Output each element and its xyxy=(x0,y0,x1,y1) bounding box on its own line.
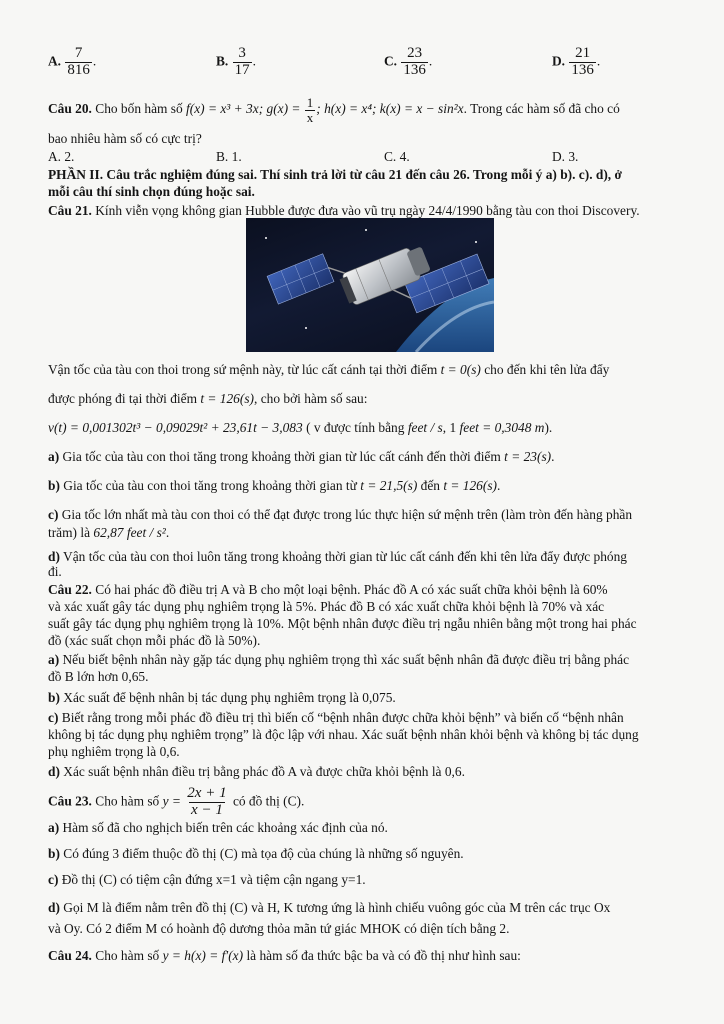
text: có đồ thị (C). xyxy=(232,793,305,809)
q19-option-b: B. $\frac{3}{17}$ . xyxy=(216,45,256,78)
q20-option-c: C. 4. xyxy=(384,149,410,164)
statement-label: c) xyxy=(48,710,59,725)
q21-para-2 xyxy=(48,390,702,408)
text: Vận tốc của tàu con thoi luôn tăng trong khoảng thời gian từ lúc cất cánh đến khi tên lửa đẩy được phóng xyxy=(63,549,628,564)
q22-stem-4: đồ (xác suất chọn mỗi phác đồ là 50%). xyxy=(48,633,261,648)
q21-para-1 xyxy=(48,361,702,379)
question-label: Câu 22. xyxy=(48,582,92,597)
q19-option-d: D. $\frac{21}{136}$ . xyxy=(552,45,601,78)
q22-stem xyxy=(48,581,702,599)
denominator: 136 xyxy=(403,61,426,78)
fraction xyxy=(569,46,596,79)
text: cho đến khi tên lửa đẩy xyxy=(484,362,610,377)
math-expression: feet = 0,3048 m xyxy=(459,420,545,435)
text: Vận tốc của tàu con thoi trong sứ mệnh này, từ lúc cất cánh tại thời điểm xyxy=(48,362,438,377)
numerator: 2x + 1 xyxy=(187,786,227,801)
option-label: D. xyxy=(552,53,566,69)
q21-statement-d-cont: đi. xyxy=(48,564,62,579)
fraction xyxy=(65,46,92,79)
q22-stem-2: và xác xuất gây tác dụng phụ nghiêm trọng là 5%. Phác đồ B có xác xuất chữa khỏi bệnh là 70% và xác xyxy=(48,599,605,614)
q20-option-b: B. 1. xyxy=(216,149,242,164)
q22-statement-a-cont: đồ B lớn hơn 0,65. xyxy=(48,669,149,684)
statement-label: b) xyxy=(48,478,60,493)
math-expression: t = 126(s) xyxy=(200,391,255,406)
statement-label: a) xyxy=(48,820,60,835)
denominator: 816 xyxy=(67,61,90,78)
text: , cho bởi hàm số sau: xyxy=(254,391,368,406)
text: Đồ thị (C) có tiệm cận đứng x=1 và tiệm cận ngang y=1. xyxy=(61,872,366,887)
q22-statement-c xyxy=(48,709,702,727)
numerator: 23 xyxy=(407,45,423,61)
question-label: Câu 23. xyxy=(48,793,92,809)
text: trăm) là xyxy=(48,525,91,540)
question-text: Cho bốn hàm số xyxy=(95,101,183,117)
text: Cho hàm số xyxy=(95,793,160,809)
q22-statement-a xyxy=(48,651,702,669)
denominator: 17 xyxy=(234,61,250,78)
statement-label: c) xyxy=(48,872,59,887)
math-expression: feet / s xyxy=(407,420,443,435)
math-expression: y = xyxy=(162,793,181,809)
statement-label: d) xyxy=(48,549,60,564)
numerator: 7 xyxy=(74,45,83,61)
hubble-illustration xyxy=(246,218,494,352)
q21-statement-c xyxy=(48,506,702,524)
q23-statement-c xyxy=(48,871,702,889)
text: Xác suất để bệnh nhân bị tác dụng phụ nghiêm trọng là 0,075. xyxy=(63,690,396,705)
q23-statement-a xyxy=(48,819,702,837)
math-expression: t = 126(s) xyxy=(443,478,498,493)
option-label: A. xyxy=(48,53,62,69)
text: ). xyxy=(544,420,553,435)
numerator: 1 xyxy=(306,96,314,110)
text: đến xyxy=(420,478,440,493)
fraction xyxy=(185,786,228,819)
text: ( v được tính bằng xyxy=(306,420,405,435)
statement-label: a) xyxy=(48,449,60,464)
q19-option-c: C. $\frac{23}{136}$ . xyxy=(384,45,433,78)
math-expression: ; h(x) = x⁴; k(x) = x − sin²x xyxy=(316,101,464,117)
text: là hàm số đa thức bậc ba và có đồ thị như hình sau: xyxy=(246,948,521,963)
q21-formula xyxy=(48,419,702,437)
q19-option-a: A. $\frac{7}{816}$ . xyxy=(48,45,97,78)
part2-heading-cont: mỗi câu thí sinh chọn đúng hoặc sai. xyxy=(48,184,255,199)
question-text: Kính viễn vọng không gian Hubble được đưa vào vũ trụ ngày 24/4/1990 bằng tàu con thoi Discovery. xyxy=(95,203,640,218)
statement-label: b) xyxy=(48,690,60,705)
text: được phóng đi tại thời điểm xyxy=(48,391,197,406)
fraction xyxy=(305,96,316,124)
hubble-telescope-photo xyxy=(246,218,494,352)
q23-stem xyxy=(48,786,702,819)
statement-label: b) xyxy=(48,846,60,861)
text: , 1 xyxy=(442,420,457,435)
q21-statement-c-cont: trăm) là 62,87 feet / s². xyxy=(48,525,170,540)
text: Biết rằng trong mỗi phác đồ điều trị thì biến cố “bệnh nhân được chữa khỏi bệnh” và biến cố “bệnh nhân xyxy=(61,710,624,725)
denominator: 136 xyxy=(571,61,594,78)
q23-statement-b xyxy=(48,845,702,863)
q24-stem xyxy=(48,947,702,965)
q20-stem xyxy=(48,96,702,124)
q21-statement-a: a) Gia tốc của tàu con thoi tăng trong khoảng thời gian từ lúc cất cánh đến thời điểm t = 23(s). xyxy=(48,449,555,464)
denominator: x − 1 xyxy=(191,801,223,818)
q22-statement-d xyxy=(48,763,702,781)
part2-heading: PHẦN II. Câu trắc nghiệm đúng sai. Thí sinh trả lời từ câu 21 đến câu 26. Trong mỗi ý a) b). c). d), ở xyxy=(48,167,622,182)
text: Có hai phác đồ điều trị A và B cho một loại bệnh. Phác đồ A có xác suất chữa khỏi bệnh là 60% xyxy=(95,582,608,597)
q20-stem-cont: bao nhiêu hàm số có cực trị? xyxy=(48,131,202,146)
text: Gia tốc của tàu con thoi tăng trong khoảng thời gian từ xyxy=(63,478,357,493)
q22-statement-b xyxy=(48,689,702,707)
denominator: x xyxy=(306,109,314,125)
numerator: 21 xyxy=(575,45,591,61)
q20-option-a: A. 2. xyxy=(48,149,75,164)
fraction xyxy=(233,46,252,79)
q22-statement-c-cont-2: phụ nghiêm trọng là 0,6. xyxy=(48,744,180,759)
text: Gọi M là điểm nằm trên đồ thị (C) và H, K tương ứng là hình chiếu vuông góc của M trên các trục Ox xyxy=(63,900,611,915)
option-label: B. xyxy=(216,53,229,69)
text: Có đúng 3 điểm thuộc đồ thị (C) mà tọa độ của chúng là những số nguyên. xyxy=(63,846,464,861)
q22-statement-c-cont: không bị tác dụng phụ nghiêm trọng” là độc lập với nhau. Xác suất bệnh nhân khỏi bệnh và không bị tác dụng xyxy=(48,727,639,742)
fraction xyxy=(401,46,428,79)
math-expression: 62,87 feet / s² xyxy=(93,525,166,540)
math-expression: y = h(x) = f′(x) xyxy=(162,948,244,963)
text: Gia tốc lớn nhất mà tàu con thoi có thể đạt được trong lúc thực hiện sứ mệnh trên (làm tròn đến hàng phần xyxy=(61,507,633,522)
q23-statement-d-cont: và Oy. Có 2 điểm M có hoành độ dương thỏa mãn tứ giác MHOK có diện tích bằng 2. xyxy=(48,921,510,936)
text: Xác suất bệnh nhân điều trị bằng phác đồ A và được chữa khỏi bệnh là 0,6. xyxy=(63,764,465,779)
math-expression: v(t) = 0,001302t³ − 0,09029t² + 23,61t − 3,083 xyxy=(48,420,303,435)
text: Hàm số đã cho nghịch biến trên các khoảng xác định của nó. xyxy=(62,820,388,835)
question-text: . Trong các hàm số đã cho có xyxy=(463,101,620,117)
math-expression: f(x) = x³ + 3x; g(x) = xyxy=(186,101,301,117)
math-expression: t = 21,5(s) xyxy=(360,478,418,493)
statement-label: a) xyxy=(48,652,60,667)
q22-stem-3: suất gây tác dụng phụ nghiêm trọng là 10%. Một bệnh nhân được điều trị ngẫu nhiên bằng một trong hai phác xyxy=(48,616,637,631)
math-expression: t = 23(s) xyxy=(504,449,552,464)
statement-label: d) xyxy=(48,900,60,915)
numerator: 3 xyxy=(238,45,246,61)
question-label: Câu 21. xyxy=(48,203,92,218)
text: Nếu biết bệnh nhân này gặp tác dụng phụ nghiêm trọng thì xác suất bệnh nhân đã được điều trị bằng phác xyxy=(62,652,630,667)
statement-label: c) xyxy=(48,507,59,522)
q21-statement-b: b) Gia tốc của tàu con thoi tăng trong khoảng thời gian từ t = 21,5(s) đến t = 126(s). xyxy=(48,478,501,493)
text: Gia tốc của tàu con thoi tăng trong khoảng thời gian từ lúc cất cánh đến thời điểm xyxy=(62,449,501,464)
question-label: Câu 24. xyxy=(48,948,92,963)
question-label: Câu 20. xyxy=(48,101,92,117)
text: Cho hàm số xyxy=(95,948,160,963)
q20-option-d: D. 3. xyxy=(552,149,579,164)
option-label: C. xyxy=(384,53,398,69)
statement-label: d) xyxy=(48,764,60,779)
q23-statement-d xyxy=(48,899,702,917)
math-expression: t = 0(s) xyxy=(440,362,481,377)
